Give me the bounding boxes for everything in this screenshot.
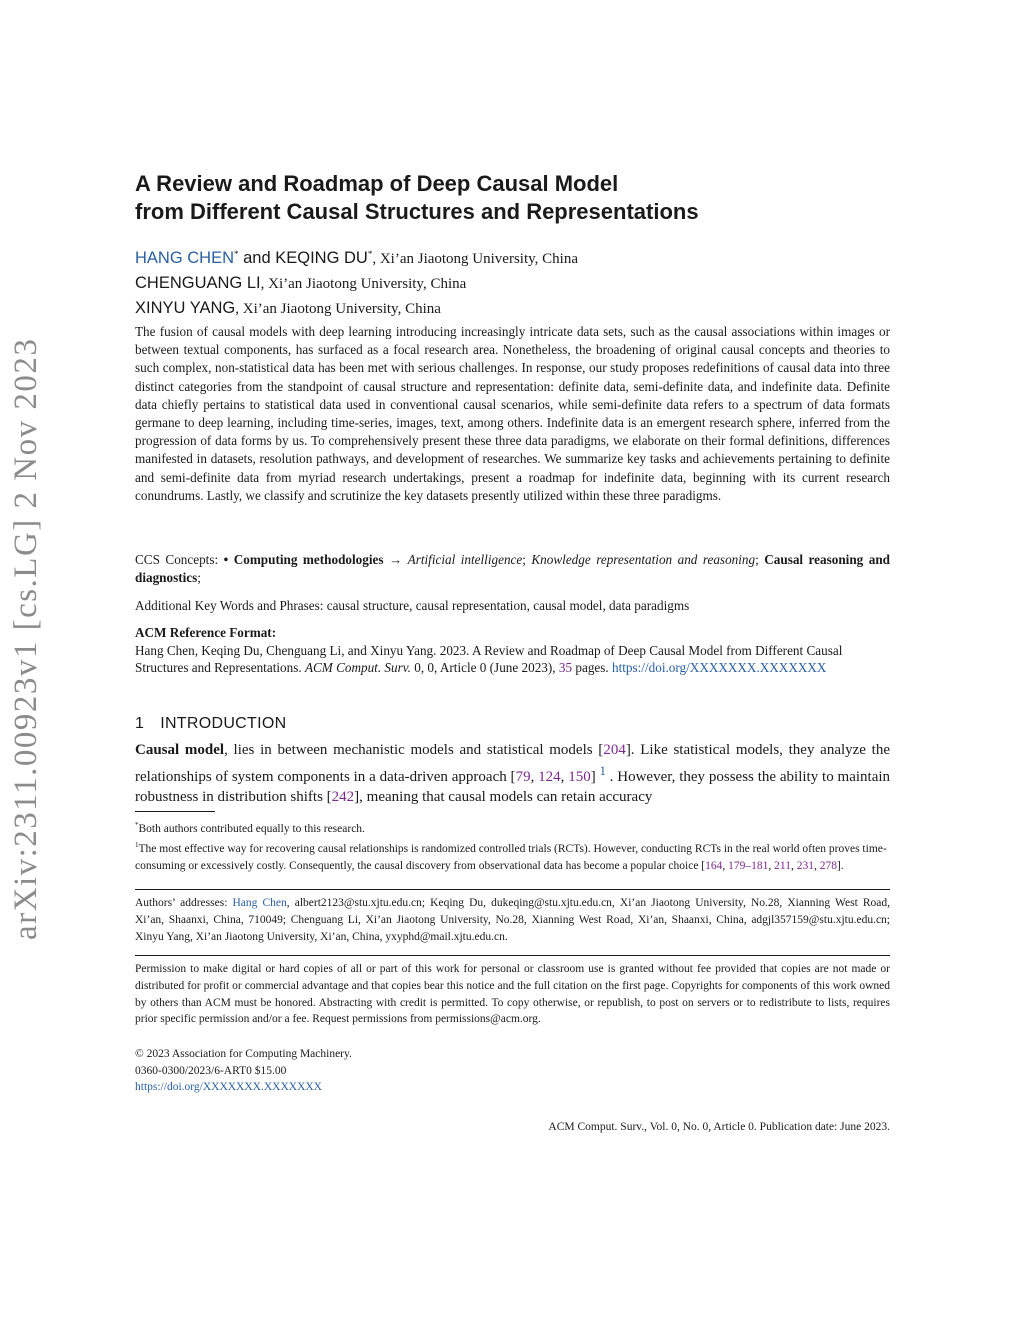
ccs-item: Knowledge representation and reasoning: [531, 552, 756, 567]
intro-text: , lies in between mechanistic models and statistical models [: [224, 742, 604, 758]
footnote-text: ].: [836, 859, 844, 872]
author-address-link[interactable]: Hang Chen: [232, 897, 287, 909]
intro-text: ], meaning that causal models can retain accuracy: [354, 789, 653, 805]
intro-text: . However, they possess the ability to maintain robustness in distribution shifts [: [135, 768, 891, 805]
permission-notice: Permission to make digital or hard copies of all or part of this work for personal or classroom use is granted without fee provided that copies are not made or distributed for profit or commercial advantage and that copies bear this notice and the full citation on the first page. Copyrights for components of this work owned by others than ACM must be honored. Abstracting with credit is permitted. To copy otherwise, or republish, to post on servers or to redistribute to lists, requires prior specific permission and/or a fee. Request permissions from permissions@acm.org.: [135, 963, 890, 1026]
citation-link[interactable]: 124: [538, 768, 561, 785]
addresses-divider: [135, 889, 890, 890]
footnote-text: Both authors contributed equally to this research.: [138, 822, 365, 835]
reference-doi-link[interactable]: https://doi.org/XXXXXXX.XXXXXXX: [612, 660, 827, 675]
ccs-sep: ;: [522, 552, 532, 567]
intro-paragraph: [135, 740, 890, 808]
page-footer: ACM Comput. Surv., Vol. 0, No. 0, Article 0. Publication date: June 2023.: [548, 1121, 890, 1133]
reference-text-part: 0, 0, Article 0 (June 2023),: [410, 660, 559, 675]
abstract: The fusion of causal models with deep learning introducing increasingly intricate data sets, such as the causal associations within images or between textual components, has surfaced as a focal research area. Nonetheless, the broadening of original causal concepts and theories to such complex, non-statistical data has been met with serious challenges. In response, our study proposes redefinitions of causal data into three distinct categories from the standpoint of causal structure and representation: definite data, semi-definite data, and indefinite data. Definite data chiefly pertains to statistical data used in conventional causal scenarios, while semi-definite data refers to a spectrum of data formats germane to deep learning, including time-series, images, text, among others. Indefinite data is an emergent research sphere, inferred from the progression of data forms by us. To comprehensively present these three data paradigms, we elaborate on their formal definitions, differences manifested in datasets, resolution pathways, and development of researches. We summarize key tasks and achievements pertaining to definite and semi-definite data from myriad research undertakings, present a roadmap for indefinite data, beginning with its current research conundrums. Lastly, we classify and scrutinize the key datasets presently utilized within these three paradigms.: [135, 324, 890, 503]
footnote-comma: ,: [768, 859, 775, 872]
author-affiliation: , Xi’an Jiaotong University, China: [372, 251, 578, 267]
footnote-star: *Both authors contributed equally to this research.: [135, 821, 365, 835]
author-affiliation: , Xi’an Jiaotong University, China: [260, 276, 467, 292]
author-joiner: and: [238, 249, 276, 267]
intro-comma: ,: [560, 768, 569, 785]
author-addresses: [135, 895, 890, 946]
citation-link[interactable]: 242: [331, 789, 355, 805]
ccs-bullet: •: [223, 552, 234, 567]
citation-link[interactable]: 204: [603, 742, 626, 758]
copyright-line: © 2023 Association for Computing Machinery.: [135, 1048, 352, 1060]
citation-link[interactable]: 79: [515, 768, 531, 785]
ccs-arrow: →: [383, 552, 408, 567]
reference-journal: ACM Comput. Surv.: [304, 660, 411, 675]
paper-title: [135, 170, 890, 226]
ccs-primary: Computing methodologies: [233, 552, 384, 567]
footnotes: [135, 817, 890, 874]
section-title: INTRODUCTION: [160, 715, 287, 732]
author-line-3: [135, 296, 890, 321]
arxiv-stamp: arXiv:2311.00923v1 [cs.LG] 2 Nov 2023: [8, 337, 44, 940]
author-name: XINYU YANG: [135, 299, 236, 317]
author-link-hang-chen[interactable]: HANG CHEN: [135, 249, 235, 267]
footnote-mark: 1: [135, 841, 139, 850]
ccs-concepts: [135, 551, 890, 587]
author-affiliation: , Xi’an Jiaotong University, China: [235, 301, 441, 317]
intro-text: ]: [590, 768, 600, 785]
copyright-doi-link[interactable]: https://doi.org/XXXXXXX.XXXXXXX: [135, 1081, 322, 1093]
reference-text-part: Hang Chen, Keqing Du, Chenguang Li, and Xinyu Yang. 2023. A Review and Roadmap of Deep Causal Model from Different Causal Structures and Representations.: [135, 642, 843, 675]
citation-link[interactable]: 164: [705, 859, 723, 872]
title-line-2: from Different Causal Structures and Representations: [135, 199, 699, 224]
footnote-comma: ,: [813, 859, 820, 872]
ccs-item: Artificial intelligence: [407, 552, 523, 567]
footnote-comma: ,: [722, 859, 729, 872]
intro-comma: ,: [530, 768, 539, 785]
author-line-1: [135, 242, 890, 271]
citation-link[interactable]: 211: [774, 859, 791, 872]
addresses-text: , albert2123@stu.xjtu.edu.cn; Keqing Du, dukeqing@stu.xjtu.edu.cn, Xi’an Jiaotong University, No.28, Xianning West Road, Xi’an, Shaanxi, China, 710049; Chenguang Li, Xi’an Jiaotong University, No.28, Xianning West Road, Xi’an, Shaanxi, China, adgjl357159@stu.xjtu.edu.cn; Xinyu Yang, Xi’an Jiaotong University, Xi’an, China, yxyphd@mail.xjtu.edu.cn.: [135, 897, 891, 943]
reference-pages-link[interactable]: 35: [558, 660, 573, 675]
copyright-block: [135, 1046, 890, 1096]
intro-term: Causal model: [135, 742, 225, 758]
addresses-prefix: Authors’ addresses:: [135, 897, 233, 909]
author-block: [135, 242, 890, 321]
citation-link[interactable]: 231: [796, 859, 814, 872]
section-heading-introduction: [135, 715, 890, 733]
price-line: 0360-0300/2023/6-ART0 $15.00: [135, 1064, 287, 1077]
ccs-sep: ;: [755, 552, 765, 567]
footnote-divider: [135, 811, 215, 812]
author-name: CHENGUANG LI: [135, 274, 261, 292]
footnote-ref-link[interactable]: 1: [599, 763, 606, 778]
footnote-comma: ,: [790, 859, 797, 872]
acm-reference-format: [135, 624, 890, 677]
ccs-item: Causal reasoning and diagnostics: [135, 552, 891, 586]
section-number: 1: [135, 715, 145, 732]
author-name: KEQING DU: [275, 249, 368, 267]
intro-text: ]. Like statistical models, they analyze the relationships of system components in a data-driven approach [: [135, 742, 891, 785]
citation-link[interactable]: 278: [819, 859, 837, 872]
permission-divider: [135, 955, 890, 956]
citation-link[interactable]: 179–181: [728, 859, 769, 872]
author-line-2: [135, 271, 890, 296]
reference-text-part: pages.: [572, 660, 612, 675]
equal-contrib-mark: *: [367, 249, 373, 259]
equal-contrib-mark: *: [234, 249, 239, 259]
reference-format-heading: ACM Reference Format:: [135, 625, 277, 640]
reference-text: [135, 642, 890, 677]
citation-link[interactable]: 150: [568, 768, 591, 785]
footnote-text: The most effective way for recovering causal relationships is randomized controlled trials (RCTs). However, conducting RCTs in the real world often proves time-consuming or excessively costly. Consequently, the causal discovery from observational data has become a popular choice [: [135, 843, 887, 872]
ccs-end: ;: [197, 570, 201, 586]
ccs-label: CCS Concepts:: [135, 552, 224, 567]
title-line-1: A Review and Roadmap of Deep Causal Model: [135, 171, 619, 196]
keywords: Additional Key Words and Phrases: causal structure, causal representation, causal model, data paradigms: [135, 598, 690, 613]
footnote-1: [135, 837, 890, 874]
